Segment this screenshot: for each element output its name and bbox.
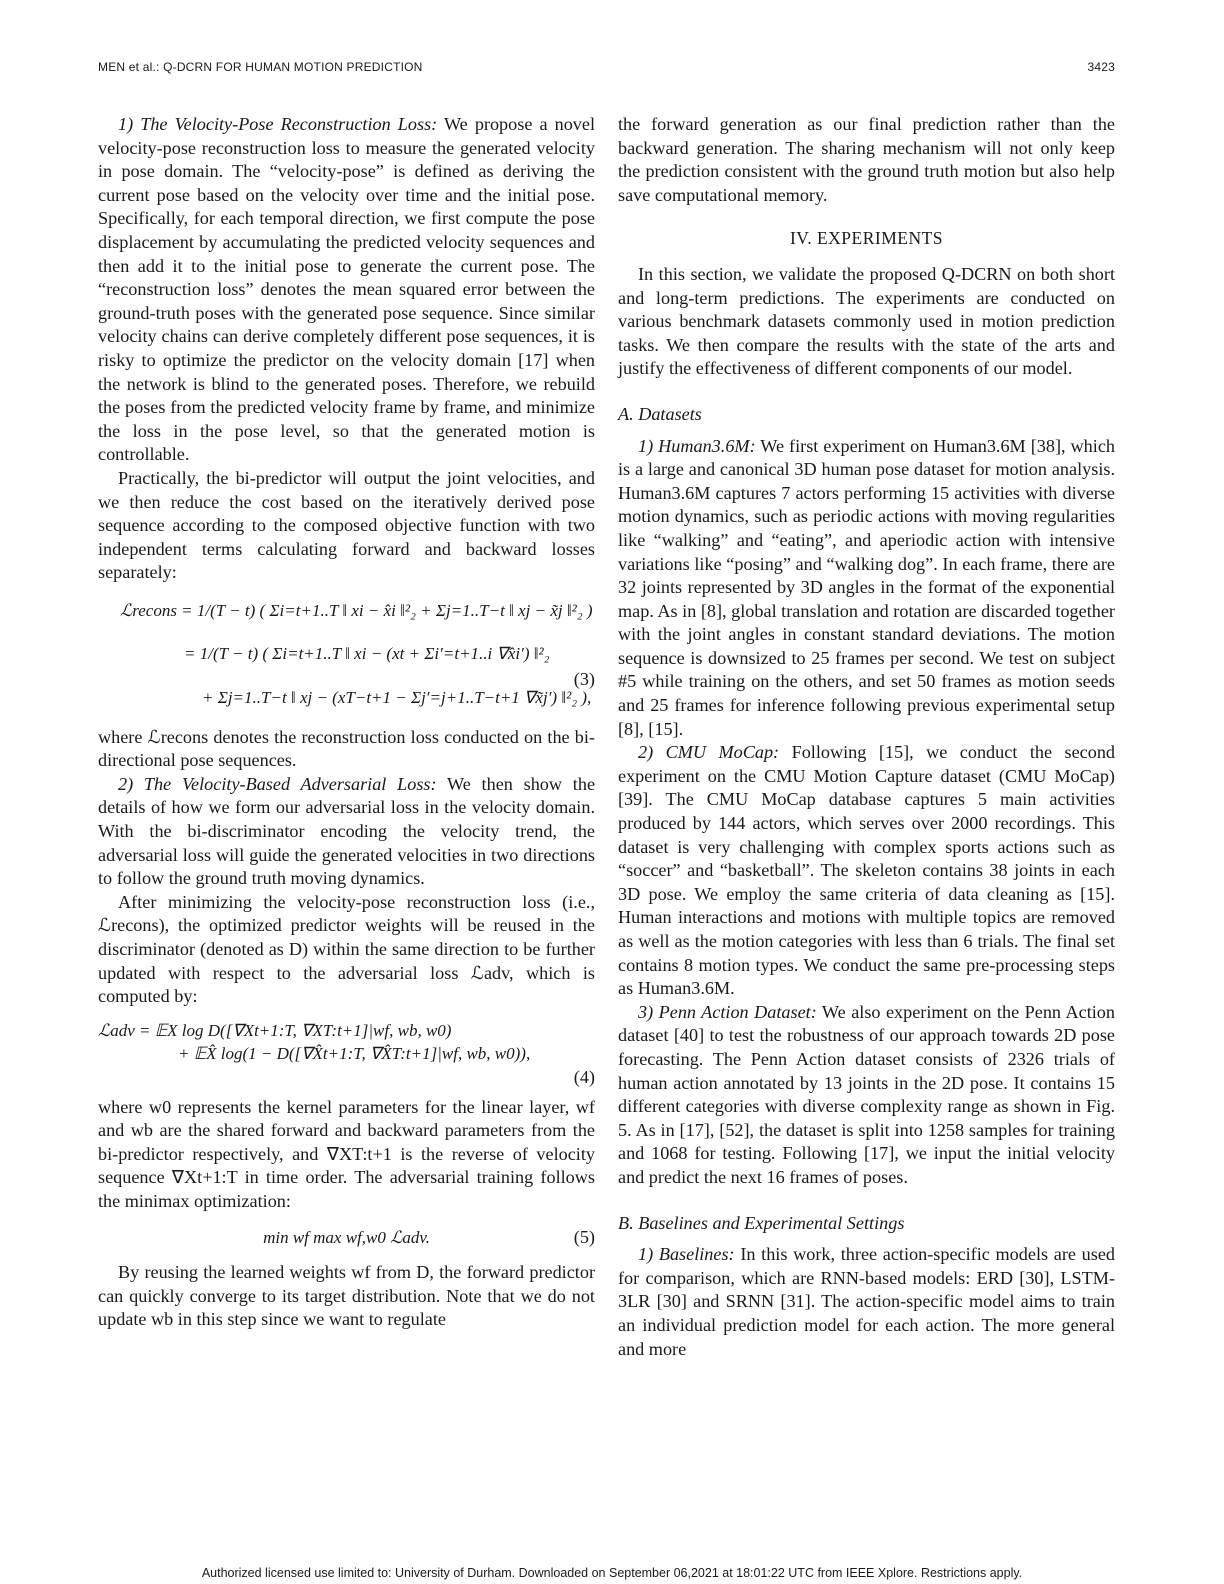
- paragraph-text: We first experiment on Human3.6M [38], which is a large and canonical 3D human pose dataset for motion analysis. Human3.6M captures 7 actors performing 15 activities with diverse motion dynamics, such as periodic actions with moving regularities like “walking” and “eating”, and aperiodic action with intensive variations like “posing” and “walking dog”. In each frame, there are 32 joints represented by 3D angles in the format of the exponential map. As in [8], global translation and rotation are discarded together with the joint angles in constant standard deviations. The motion sequence is downsized to 25 frames per second. We test on subject #5 while training on the others, and set 50 frames as motion seeds and 25 frames for inference following previous experimental setup [8], [15].: [618, 435, 1115, 739]
- paragraph: Practically, the bi-predictor will output the joint velocities, and we then reduce the cost based on the iteratively derived pose sequence according to the composed objective function with two independent terms calculating forward and backward losses separately:: [98, 467, 595, 583]
- paragraph-text: We also experiment on the Penn Action dataset [40] to test the robustness of our approach towards 2D pose forecasting. The Penn Action dataset consists of 2326 trials of human action annotated by 13 joints in the 2D pose. It contains 15 different categories with diverse complexity range as shown in Fig. 5. As in [17], [52], the dataset is split into 1258 samples for training and 1068 for testing. Following [17], we input the initial velocity and predict the next 16 frames of poses.: [618, 1001, 1115, 1187]
- paragraph: [618, 741, 1115, 1001]
- paragraph-heading: 1) Baselines:: [638, 1244, 735, 1265]
- paragraph: [618, 1001, 1115, 1190]
- equation-number: (3): [573, 669, 595, 690]
- subsection-heading: A. Datasets: [618, 403, 702, 424]
- license-footer: Authorized licensed use limited to: University of Durham. Downloaded on September 06,2021 at 18:01:22 UTC from IEEE Xplore. Restrictions apply.: [201, 1566, 1023, 1580]
- equation-4: [98, 1019, 595, 1090]
- subsection-heading: B. Baselines and Experimental Settings: [618, 1212, 905, 1233]
- paragraph-text: We then show the details of how we form our adversarial loss in the velocity domain. With the bi-discriminator encoding the velocity trend, the adversarial loss will guide the generated velocities in two directions to follow the ground truth moving dynamics.: [98, 773, 596, 889]
- paragraph-heading: 3) Penn Action Dataset:: [638, 1001, 817, 1022]
- equation-5: [98, 1226, 595, 1250]
- equation-number: (5): [573, 1226, 595, 1247]
- equation-line: min wf max wf,w0 ℒadv.: [263, 1227, 430, 1247]
- paragraph: By reusing the learned weights wf from D, the forward predictor can quickly converge to its target distribution. Note that we do not update wb in this step since we want to regulate: [98, 1262, 595, 1330]
- paragraph-heading: 1) The Velocity-Pose Reconstruction Loss:: [118, 114, 438, 134]
- paragraph-text: Following [15], we conduct the second experiment on the CMU Motion Capture dataset (CMU MoCap) [39]. The CMU MoCap database captures 5 main activities produced by 144 actors, which serves over 2000 recordings. This dataset is very challenging with complex sports actions such as “soccer” and “basketball”. The skeleton contains 38 joints in each 3D pose. We employ the same criteria of data cleaning as [15]. Human interactions and motions with multiple topics are removed as well as the motion categories with less than 6 trials. The final set contains 8 motion types. We conduct the same pre-processing steps as Human3.6M.: [618, 742, 1116, 999]
- paragraph: where ℒrecons denotes the reconstruction loss conducted on the bi-directional pose sequences.: [98, 726, 595, 771]
- paragraph-text: We propose a novel velocity-pose reconstruction loss to measure the generated velocity in pose domain. The “velocity-pose” is defined as deriving the current pose based on the velocity over time and the initial pose. Specifically, for each temporal direction, we first compute the pose displacement by accumulating the predicted velocity sequences and then add it to the initial pose to generate the current pose. The “reconstruction loss” denotes the mean squared error between the ground-truth poses with the generated pose sequence. Since similar velocity chains can derive completely different pose sequences, it is risky to optimize the predictor on the velocity domain [17] when the network is blind to the generated poses. Therefore, we rebuild the poses from the predicted velocity frame by frame, and minimize the loss in the pose level, so that the generated motion is controllable.: [98, 114, 596, 465]
- left-column: [98, 113, 595, 1332]
- equation-line: ℒrecons = 1/(T − t) ( Σi=t+1..T ‖ xi − x̂i ‖²₂ + Σj=1..T−t ‖ xj − x̃j ‖²₂ ): [120, 600, 593, 620]
- paragraph: [618, 435, 1115, 742]
- right-column: [618, 113, 1115, 1361]
- running-header: MEN et al.: Q-DCRN FOR HUMAN MOTION PREDICTION: [98, 60, 423, 74]
- equation-3: [98, 599, 595, 710]
- paragraph: [98, 113, 595, 467]
- equation-line: + Σj=1..T−t ‖ xj − (xT−t+1 − Σj′=j+1..T−t+1 ∇x̃j′) ‖²₂ ),: [202, 688, 592, 708]
- paragraph-heading: 1) Human3.6M:: [638, 435, 756, 456]
- paragraph-text: In this work, three action-specific models are used for comparison, which are RNN-based models: ERD [30], LSTM-3LR [30] and SRNN [31]. The action-specific model aims to train an individual prediction model for each action. The more general and more: [618, 1244, 1115, 1359]
- equation-line: = 1/(T − t) ( Σi=t+1..T ‖ xi − (xt + Σi′=t+1..i ∇x̂i′) ‖²₂: [184, 644, 550, 664]
- paragraph-heading: 2) The Velocity-Based Adversarial Loss:: [118, 773, 437, 794]
- paragraph: where w0 represents the kernel parameters for the linear layer, wf and wb are the shared forward and backward parameters from the bi-predictor respectively, and ∇XT:t+1 is the reverse of velocity sequence ∇Xt+1:T in time order. The adversarial training follows the minimax optimization:: [98, 1096, 595, 1211]
- equation-number: (4): [573, 1066, 595, 1087]
- paragraph: In this section, we validate the proposed Q-DCRN on both short and long-term predictions. The experiments are conducted on various benchmark datasets commonly used in motion prediction tasks. We then compare the results with the state of the arts and justify the effectiveness of different components of our model.: [618, 263, 1115, 379]
- equation-line: + 𝔼X̂ log(1 − D([∇X̂t+1:T, ∇X̂T:t+1]|wf, wb, w0)),: [178, 1044, 531, 1064]
- paragraph: [98, 773, 595, 891]
- page-number: 3423: [1087, 60, 1115, 74]
- paragraph: After minimizing the velocity-pose reconstruction loss (i.e., ℒrecons), the optimized predictor weights will be reused in the discriminator (denoted as D) within the same direction to be further updated with respect to the adversarial loss ℒadv, which is computed by:: [98, 891, 595, 1007]
- paragraph-heading: 2) CMU MoCap:: [638, 742, 780, 763]
- section-heading: IV. EXPERIMENTS: [789, 228, 944, 249]
- paragraph: the forward generation as our final prediction rather than the backward generation. The sharing mechanism will not only keep the prediction consistent with the ground truth motion but also help save computational memory.: [618, 114, 1115, 205]
- paragraph: [618, 1243, 1115, 1361]
- equation-line: ℒadv = 𝔼X log D([∇Xt+1:T, ∇XT:t+1]|wf, wb, w0): [98, 1020, 452, 1040]
